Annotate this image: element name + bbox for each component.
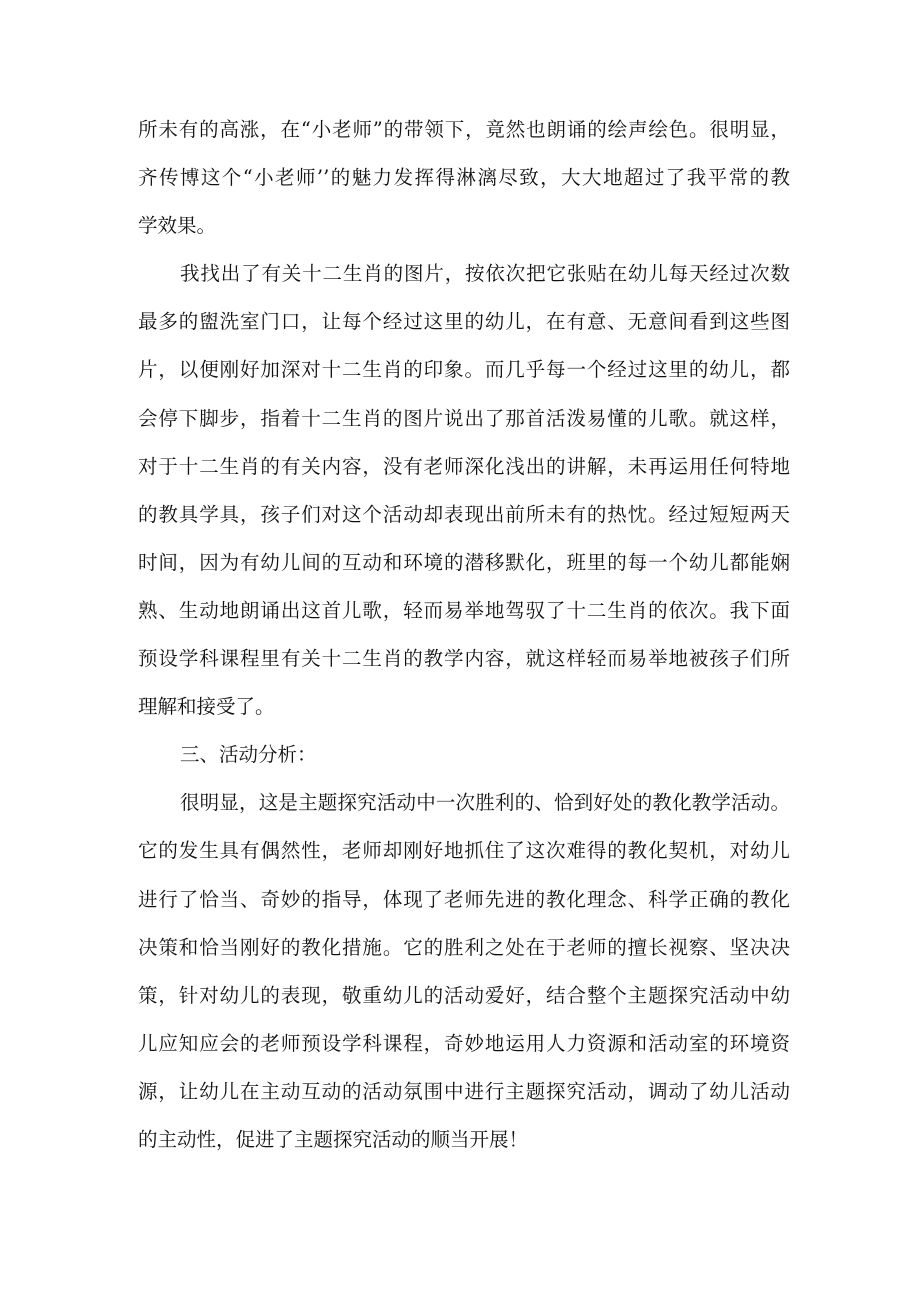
section-heading: 三、活动分析： — [180, 743, 317, 767]
text-line: 齐传博这个“小老师’’的魅力发挥得淋漓尽致，大大地超过了我平常的教 — [138, 166, 790, 190]
text-line: 很明显，这是主题探究活动中一次胜利的、恰到好处的教化教学活动。 — [180, 791, 790, 815]
text-line: 源，让幼儿在主动互动的活动氛围中进行主题探究活动，调动了幼儿活动 — [138, 1079, 790, 1103]
text-line: 预设学科课程里有关十二生肖的教学内容，就这样轻而易举地被孩子们所 — [138, 647, 790, 671]
text-line: 决策和恰当刚好的教化措施。它的胜利之处在于老师的擅长视察、坚决决 — [138, 935, 790, 959]
text-line: 它的发生具有偶然性，老师却刚好地抓住了这次难得的教化契机，对幼儿 — [138, 839, 790, 863]
paragraph — [138, 106, 790, 250]
text-line: 进行了恰当、奇妙的指导，体现了老师先进的教化理念、科学正确的教化 — [138, 887, 790, 911]
text-line: 对于十二生肖的有关内容，没有老师深化浅出的讲解，未再运用任何特地 — [138, 454, 790, 478]
text-line: 我找出了有关十二生肖的图片，按依次把它张贴在幼儿每天经过次数 — [180, 262, 790, 286]
text-line: 学效果。 — [138, 214, 217, 238]
text-line: 会停下脚步，指着十二生肖的图片说出了那首活泼易懂的儿歌。就这样， — [138, 406, 790, 430]
text-line: 熟、生动地朗诵出这首儿歌，轻而易举地驾驭了十二生肖的依次。我下面 — [138, 598, 790, 622]
text-line: 理解和接受了。 — [138, 695, 275, 719]
text-line: 儿应知应会的老师预设学科课程，奇妙地运用人力资源和活动室的环境资 — [138, 1031, 790, 1055]
text-line: 策，针对幼儿的表现，敬重幼儿的活动爱好，结合整个主题探究活动中幼 — [138, 983, 790, 1007]
text-line: 片，以便刚好加深对十二生肖的印象。而几乎每一个经过这里的幼儿，都 — [138, 358, 790, 382]
text-line: 的教具学具，孩子们对这个活动却表现出前所未有的热忱。经过短短两天 — [138, 502, 790, 526]
section-heading-paragraph — [138, 731, 790, 779]
paragraph — [138, 779, 790, 1164]
text-line: 时间，因为有幼儿间的互动和环境的潜移默化，班里的每一个幼儿都能娴 — [138, 550, 790, 574]
text-line: 所未有的高涨，在“小老师”的带领下，竟然也朗诵的绘声绘色。很明显， — [138, 118, 790, 141]
text-line: 最多的盥洗室门口，让每个经过这里的幼儿，在有意、无意间看到这些图 — [138, 310, 790, 334]
document-body — [138, 106, 790, 1164]
paragraph — [138, 250, 790, 731]
text-line: 的主动性，促进了主题探究活动的顺当开展！ — [138, 1127, 529, 1151]
